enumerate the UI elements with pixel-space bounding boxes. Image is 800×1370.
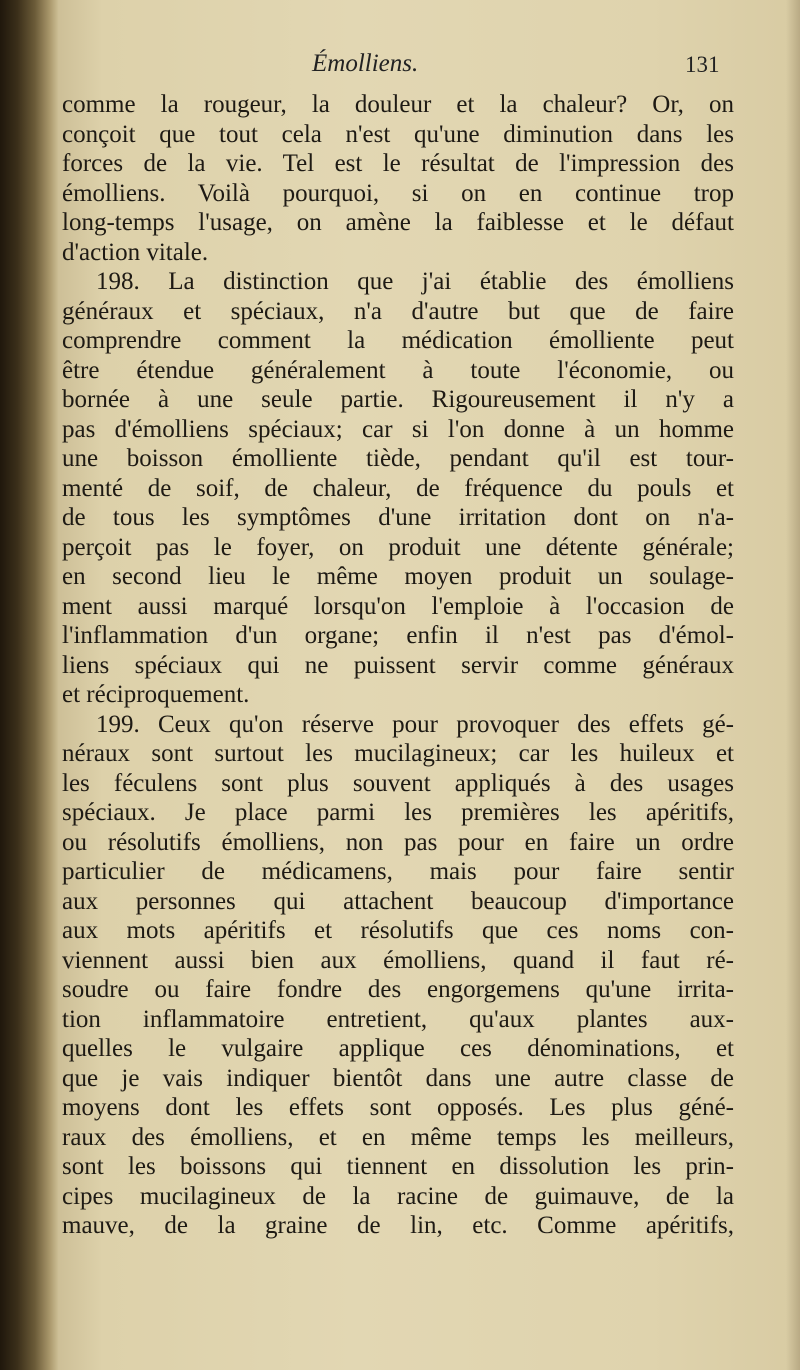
text-line: émolliens. Voilà pourquoi, si on en continue trop: [62, 179, 734, 207]
text-line: mauve, de la graine de lin, etc. Comme apéritifs,: [62, 1212, 734, 1239]
page-edge-shadow: [786, 0, 800, 1370]
text-line: spéciaux. Je place parmi les premières les apéritifs,: [62, 799, 734, 826]
text-line: conçoit que tout cela n'est qu'une diminution dans les: [62, 120, 734, 148]
text-line: comme la rougeur, la douleur et la chaleur? Or, on: [62, 91, 734, 118]
text-line: comprendre comment la médication émolliente peut: [62, 327, 734, 354]
paragraph-199-start: 199. Ceux qu'on réserve pour provoquer des effets gé-: [96, 710, 734, 738]
text-line: de tous les symptômes d'une irritation dont on n'a-: [62, 504, 734, 531]
text-line: bornée à une seule partie. Rigoureusement il n'y a: [62, 386, 734, 413]
text-line: d'action vitale.: [62, 238, 209, 266]
text-line: quelles le vulgaire applique ces dénominations, et: [62, 1035, 734, 1062]
text-line: pas d'émolliens spéciaux; car si l'on donne à un homme: [62, 415, 734, 443]
text-line: que je vais indiquer bientôt dans une autre classe de: [62, 1064, 734, 1092]
body-text: [62, 90, 734, 1241]
text-line: l'inflammation d'un organe; enfin il n'est pas d'émol-: [62, 622, 734, 649]
text-line: forces de la vie. Tel est le résultat de l'impression des: [62, 150, 734, 177]
text-line: une boisson émolliente tiède, pendant qu'il est tour-: [62, 445, 734, 472]
text-line: les féculens sont plus souvent appliqués à des usages: [62, 769, 734, 797]
text-line: cipes mucilagineux de la racine de guimauve, de la: [62, 1182, 734, 1210]
text-line: raux des émolliens, et en même temps les meilleurs,: [62, 1123, 734, 1151]
text-line: sont les boissons qui tiennent en dissolution les prin-: [62, 1153, 734, 1180]
text-line: néraux sont surtout les mucilagineux; car les huileux et: [62, 740, 734, 767]
text-line: viennent aussi bien aux émolliens, quand il faut ré-: [62, 946, 734, 974]
text-line: perçoit pas le foyer, on produit une détente générale;: [62, 533, 734, 561]
paragraph-198-start: 198. La distinction que j'ai établie des émolliens: [96, 268, 734, 295]
text-line: et réciproquement.: [62, 681, 250, 708]
text-line: moyens dont les effets sont opposés. Les plus géné-: [62, 1094, 734, 1121]
text-line: liens spéciaux qui ne puissent servir comme généraux: [62, 651, 734, 679]
text-line: menté de soif, de chaleur, de fréquence du pouls et: [62, 474, 734, 502]
text-line: généraux et spéciaux, n'a d'autre but que de faire: [62, 297, 734, 325]
text-line: être étendue généralement à toute l'économie, ou: [62, 356, 734, 384]
text-line: aux personnes qui attachent beaucoup d'importance: [62, 887, 734, 915]
text-line: long-temps l'usage, on amène la faiblesse et le défaut: [62, 209, 734, 236]
text-line: soudre ou faire fondre des engorgemens qu'une irrita-: [62, 976, 734, 1003]
text-line: ment aussi marqué lorsqu'on l'emploie à l'occasion de: [62, 592, 734, 620]
text-line: particulier de médicamens, mais pour faire sentir: [62, 858, 734, 885]
text-line: en second lieu le même moyen produit un soulage-: [62, 563, 734, 590]
page-number: 131: [685, 52, 720, 77]
book-spine-shadow: [0, 0, 58, 1370]
text-line: aux mots apéritifs et résolutifs que ces noms con-: [62, 917, 734, 944]
running-head: [0, 50, 800, 82]
running-title: Émolliens.: [312, 50, 419, 77]
text-line: tion inflammatoire entretient, qu'aux plantes aux-: [62, 1005, 734, 1033]
text-line: ou résolutifs émolliens, non pas pour en faire un ordre: [62, 828, 734, 856]
